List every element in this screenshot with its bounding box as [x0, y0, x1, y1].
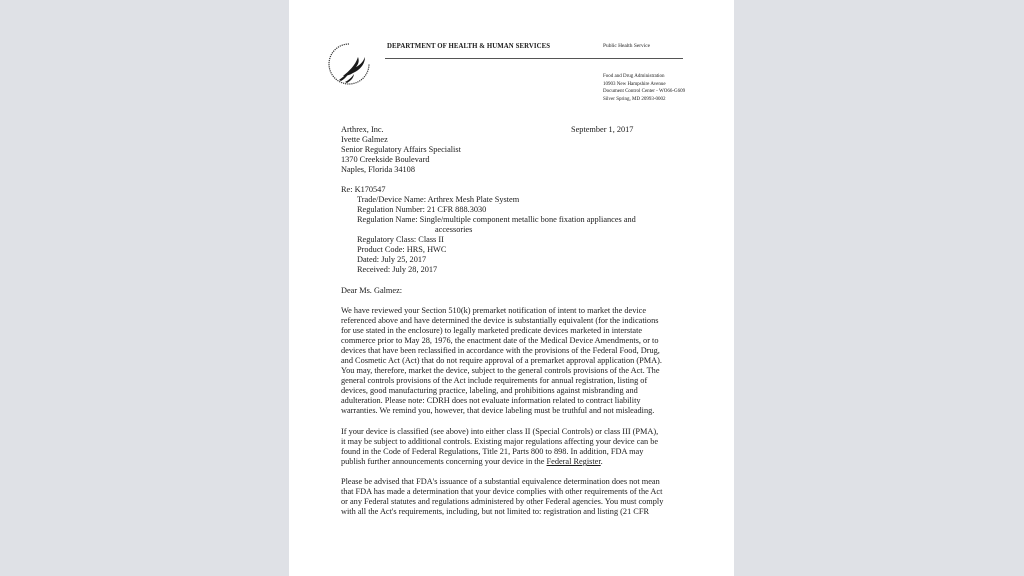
- paragraph-line: If your device is classified (see above) into either class II (Special Controls) or class III (PMA),: [341, 427, 659, 436]
- recipient-line: Ivette Galmez: [341, 135, 388, 145]
- recipient-line: Senior Regulatory Affairs Specialist: [341, 145, 461, 155]
- paragraph-text: .: [600, 457, 603, 467]
- service-name: Public Health Service: [603, 43, 651, 49]
- reference-line: accessories: [435, 225, 473, 235]
- paragraph-line: that FDA has made a determination that your device complies with other requirements of the Act: [341, 487, 663, 497]
- reference-line: Dated: July 25, 2017: [357, 255, 427, 265]
- paragraph-line: We have reviewed your Section 510(k) premarket notification of intent to market the device: [341, 306, 647, 315]
- paragraph-line: for use stated in the enclosure) to legally marketed predicate devices marketed in interstate: [341, 326, 643, 336]
- reference-details: [357, 195, 636, 275]
- reference-line: Regulation Number: 21 CFR 888.3030: [357, 205, 487, 215]
- reference-line: Regulatory Class: Class II: [357, 235, 444, 245]
- federal-register-link[interactable]: Federal Register: [546, 457, 601, 467]
- recipient-line: 1370 Creekside Boulevard: [341, 155, 430, 165]
- recipient-line: Naples, Florida 34108: [341, 165, 415, 175]
- recipient-line: Arthrex, Inc.: [341, 125, 384, 134]
- letter-date: September 1, 2017: [571, 125, 634, 134]
- paragraph-text: publish further announcements concerning your device in the: [341, 457, 547, 467]
- agency-address: [603, 73, 685, 103]
- paragraph-line: warranties. We remind you, however, that device labeling must be truthful and not misleading.: [341, 406, 655, 416]
- department-heading: DEPARTMENT OF HEALTH & HUMAN SERVICES: [387, 43, 551, 50]
- paragraph-line: general controls provisions of the Act include requirements for annual registration, listing of: [341, 376, 648, 386]
- paragraph-line: You may, therefore, market the device, subject to the general controls provisions of the Act. The: [341, 366, 660, 376]
- paragraph-line: Please be advised that FDA's issuance of a substantial equivalence determination does not mean: [341, 477, 660, 486]
- paragraph-line: referenced above and have determined the device is substantially equivalent (for the indications: [341, 316, 659, 326]
- salutation: Dear Ms. Galmez:: [341, 286, 403, 295]
- hhs-eagle-seal-icon: [325, 40, 373, 88]
- paragraph-line: it may be subject to additional controls. Existing major regulations affecting your device can be: [341, 437, 659, 447]
- address-line: Food and Drug Administration: [603, 74, 665, 79]
- paragraph-line: found in the Code of Federal Regulations, Title 21, Parts 800 to 898. In addition, FDA may: [341, 447, 644, 457]
- paragraph-line: commerce prior to May 28, 1976, the enactment date of the Medical Device Amendments, or to: [341, 336, 659, 346]
- paragraph-advisory: [341, 477, 663, 517]
- paragraph-line: with all the Act's requirements, including, but not limited to: registration and listing (21 CFR: [341, 507, 649, 517]
- address-line: Silver Spring, MD 20993-0002: [603, 96, 666, 102]
- reference-line: Trade/Device Name: Arthrex Mesh Plate System: [357, 195, 520, 204]
- paragraph-substantial-equivalence: [341, 306, 662, 417]
- paragraph-line: devices, good manufacturing practice, labeling, and prohibitions against misbranding and: [341, 386, 638, 396]
- address-line: Document Control Center - WO66-G609: [603, 89, 686, 94]
- letterhead-divider: [385, 58, 683, 59]
- paragraph-line: devices that have been reclassified in accordance with the provisions of the Federal Food, Drug,: [341, 346, 660, 356]
- recipient-address: [341, 125, 461, 175]
- paragraph-device-classification: [341, 427, 658, 467]
- paragraph-line: and Cosmetic Act (Act) that do not require approval of a premarket approval application (PMA).: [341, 356, 662, 366]
- paragraph-line: or any Federal statutes and regulations administered by other Federal agencies. You must comply: [341, 497, 664, 507]
- paragraph-line: [341, 457, 658, 467]
- paragraph-line: adulteration. Please note: CDRH does not evaluate information related to contract liability: [341, 396, 641, 406]
- reference-line: Regulation Name: Single/multiple component metallic bone fixation appliances and: [357, 215, 636, 225]
- reference-line: Received: July 28, 2017: [357, 265, 438, 275]
- address-line: 10903 New Hampshire Avenue: [603, 81, 666, 87]
- reference-number: Re: K170547: [341, 185, 386, 194]
- reference-line: Product Code: HRS, HWC: [357, 245, 447, 255]
- document-page: [289, 0, 734, 576]
